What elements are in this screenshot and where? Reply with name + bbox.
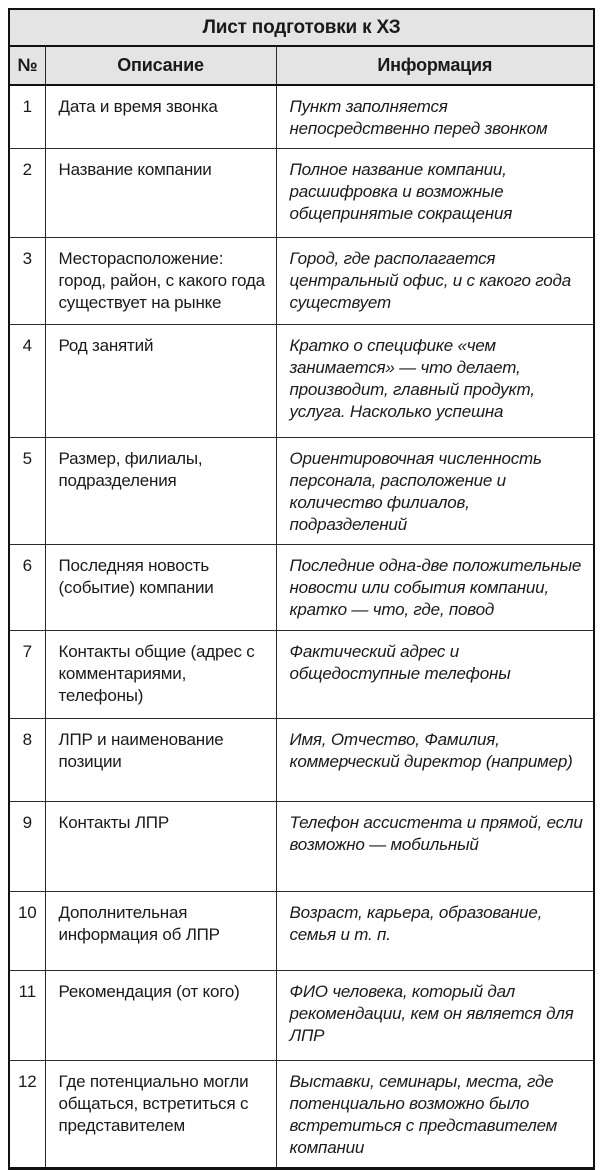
description-cell: Контакты общие (адрес с комментариями, телефоны) bbox=[45, 631, 276, 719]
information-cell: Город, где располагается центральный офис, и с какого года существует bbox=[276, 238, 594, 325]
description-cell: Дополнительная информация об ЛПР bbox=[45, 892, 276, 971]
information-cell: Возраст, карьера, образование, семья и т. п. bbox=[276, 892, 594, 971]
information-cell: Пункт заполняется непосредственно перед звонком bbox=[276, 85, 594, 149]
table-row bbox=[9, 719, 594, 802]
description-cell: Рекомендация (от кого) bbox=[45, 971, 276, 1061]
preparation-sheet-table bbox=[8, 8, 595, 1170]
description-cell: ЛПР и наименование позиции bbox=[45, 719, 276, 802]
table-row bbox=[9, 149, 594, 238]
information-cell: Имя, Отчество, Фамилия, коммерческий директор (например) bbox=[276, 719, 594, 802]
information-cell: Выставки, семинары, места, где потенциально возможно было встретиться с представителем компании bbox=[276, 1061, 594, 1169]
description-cell: Последняя новость (событие) компании bbox=[45, 545, 276, 631]
description-cell: Размер, филиалы, подразделения bbox=[45, 438, 276, 545]
row-number-cell: 4 bbox=[9, 325, 45, 438]
table-row bbox=[9, 438, 594, 545]
description-cell: Месторасположение: город, район, с какого года существует на рынке bbox=[45, 238, 276, 325]
description-cell: Контакты ЛПР bbox=[45, 802, 276, 892]
description-cell: Дата и время звонка bbox=[45, 85, 276, 149]
table-title: Лист подготовки к ХЗ bbox=[9, 9, 594, 46]
row-number-cell: 5 bbox=[9, 438, 45, 545]
information-cell: Полное название компании, расшифровка и возможные общепринятые сокращения bbox=[276, 149, 594, 238]
row-number-cell: 3 bbox=[9, 238, 45, 325]
table-row bbox=[9, 802, 594, 892]
row-number-cell: 10 bbox=[9, 892, 45, 971]
information-cell: Кратко о специфике «чем занимается» — что делает, производит, главный продукт, услуга. Насколько успешна bbox=[276, 325, 594, 438]
row-number-cell: 2 bbox=[9, 149, 45, 238]
table-row bbox=[9, 325, 594, 438]
column-header-number: № bbox=[9, 46, 45, 85]
table-row bbox=[9, 892, 594, 971]
table-row bbox=[9, 1061, 594, 1169]
table-title-row bbox=[9, 9, 594, 46]
row-number-cell: 12 bbox=[9, 1061, 45, 1169]
preparation-sheet bbox=[8, 8, 593, 1170]
description-cell: Род занятий bbox=[45, 325, 276, 438]
table-header-row bbox=[9, 46, 594, 85]
description-cell: Название компании bbox=[45, 149, 276, 238]
row-number-cell: 8 bbox=[9, 719, 45, 802]
information-cell: Последние одна-две положительные новости или события компании, кратко — что, где, повод bbox=[276, 545, 594, 631]
row-number-cell: 11 bbox=[9, 971, 45, 1061]
information-cell: Ориентировочная численность персонала, расположение и количество филиалов, подразделений bbox=[276, 438, 594, 545]
table-row bbox=[9, 85, 594, 149]
row-number-cell: 9 bbox=[9, 802, 45, 892]
column-header-information: Информация bbox=[276, 46, 594, 85]
description-cell: Где потенциально могли общаться, встретиться с представителем bbox=[45, 1061, 276, 1169]
table-row bbox=[9, 971, 594, 1061]
table-row bbox=[9, 545, 594, 631]
information-cell: Телефон ассистента и прямой, если возможно — мобильный bbox=[276, 802, 594, 892]
table-row bbox=[9, 238, 594, 325]
column-header-description: Описание bbox=[45, 46, 276, 85]
row-number-cell: 6 bbox=[9, 545, 45, 631]
table-row bbox=[9, 631, 594, 719]
information-cell: Фактический адрес и общедоступные телефоны bbox=[276, 631, 594, 719]
row-number-cell: 7 bbox=[9, 631, 45, 719]
information-cell: ФИО человека, который дал рекомендации, кем он является для ЛПР bbox=[276, 971, 594, 1061]
row-number-cell: 1 bbox=[9, 85, 45, 149]
